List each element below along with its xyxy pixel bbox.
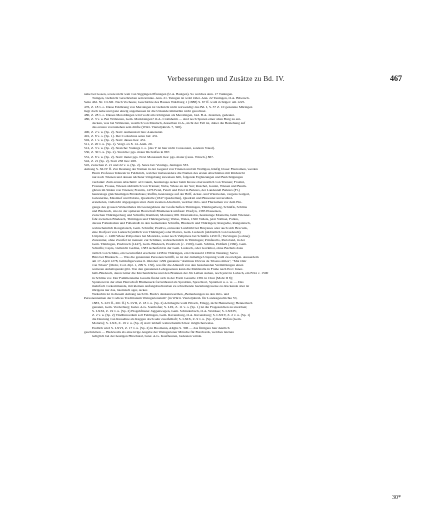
text-line: 476, Z. 18 v. o. Diese Erklärung von Meroingen ist vielleicht nicht notwendig: das Bd. I, S. 37 Z. 10 genannte Märingen [84, 104, 253, 109]
text-line: Z. 2 v. u. (Sp. 2) Vindlinnordum soll Fehlingen, Gem. Ravensburg, O.A. Ravensburg; S. LXXV, Z. 2 v. u. (Sp. 1) [92, 313, 251, 318]
text-line: Zurzentier, ohne Zweifel ist trennen: zur Schmier, wahrscheinlich in Thüringen; Prinfarello, Purtoland, in der [92, 238, 245, 243]
text-line: S. LXXI, Z. 19 v. u. (Sp. 2) Eisgehfinster Jaggenwegen, Gem. Schinderbach, O.A. Waldsee; S. LXXIV, [92, 308, 237, 313]
text-line: in Schlins vor. Der Familienname Gassile findet sich in der Form Gastelle 1381 in Chur (Mohr II 8); [92, 275, 233, 280]
text-line: zwischen Thüringerberg und Schnifis; Rumleid, Montena; 681 Montanislos, heutzutage Monteliu, beim Wienzer- [92, 212, 251, 217]
text-line: Seite 462. Nr. CLXII. Nach Vochezer, Geschichte des Hauses Waldburg 1 (1888) S. 67 ff. wohl richtiger: um 1225. [84, 100, 246, 105]
text-line: Anhang S. XLIV ff. Zur Deutung der Namen in der Gegend von Trienen und im Walligau, häufig bloser Flurnamen, werden [84, 167, 258, 172]
text-line: nur nach Trienen und dessen nächster Umgebung zuweisen hält, folgende Ergänzungen und Berichtigungen [92, 175, 243, 180]
text-line: 490, Z. 2 v. u. (Sp. 2). Statt: Aumenstatt lies: Aunenstatt. [84, 129, 164, 134]
page-number: 467 [390, 74, 402, 83]
text-line: Endlich wird S. LXVI, Z. 17 v. u. (Sp. 2) in Buomann, Alighs S. 306 — das fürtigere hier deutlich [92, 325, 230, 330]
text-line: und Bludesch, also in der späteren Herrschaft Blumeneck umfasst: Plasfyn, 1385 Plasseisen, [92, 208, 222, 213]
text-line: übrigens nur das, lateinisch ager, Acker. [92, 288, 148, 293]
text-line: Molaris); S. LXX, Z. 19 v. u. (Sp. 2) statt: lebhaft wahrscheinlich lies: möglicherweise. [92, 321, 215, 326]
text-line: die Deutung von Rasseline als Raggen doch sehr zweifelhaft; S. LXIX, Z. 9 v. u. (Sp. 2) lies: Hofen (Gem. [92, 317, 242, 322]
text-line: lediglich bei der heutigen Hirschatal, bater. A.G. Kaufbeuren, bedeuten würde. [92, 333, 203, 338]
text-line: decken, was bei Wälsteten, westlich von Maulach, desselben O.A., nicht der Fall ist, daher die Beziehung auf [92, 121, 246, 126]
text-line: 545, zwischen Z. 21 und 22 v. u. (Sp. 2). Setze bei: Vonings, Jeningen 333. [84, 162, 189, 167]
text-line: mehrfach vorkommende, mit kleinen Anfangsbuchstaben zu schreibende beziehungsweise zu druckende aber ist [92, 283, 250, 288]
text-line: ersteholen, vielleicht abgegangen sind. Zum zweiten Abschnitt, welcher Orts- und Flurnamen vor dem Ein- [92, 200, 243, 205]
text-line: heutzutage gleichnamigen Bröderhaus; Ruffin, heutzutage auf der Böff, Acker- und Wiesboden, vergens Galgeri, [92, 192, 250, 197]
text-line: Personennamen der Codices Traditionum Weingartensium" (in Württ. Vierteljahrsh. für Landesgeschichte VI, [84, 296, 238, 301]
text-line: Spratterei in der alten Herrschaft Blumeneck fortwährend als Sprattlen, Sprachtort, Sprattiert u. a. w. — Das [92, 279, 244, 284]
text-line: liegt doch nahe und ganz einzig angemessen ist die Urkunde immerhin nicht gerechnet. [84, 108, 207, 113]
body-text [84, 92, 402, 338]
text-line: das erstere vorzuziehen sein dürfte (Würt. Vierteljahrsh. 7, 320). [92, 125, 183, 130]
text-line: geschrieben — Hudewalts als eine irrige Angabe der Weingartener Mönche für Burchards, welches letztere [84, 329, 235, 334]
text-line: Galesterine, Mastinof und Palotte, Quadrelle (1847 Quadrellen), Quadrati und Blasonier unverständ- [92, 196, 234, 201]
running-head [90, 75, 402, 85]
text-line: wahrscheinlich Rongalatsch, Gem. Schnifis; Pradiva, entweder Lutzbühl bei Bruyanes oder auch sich Bracwik, [92, 225, 248, 230]
text-line: Tuingen, vielleicht verschrieben sein könnte. Ann. 21. Tuingen ist wohl Oder. Ann. 22 Tuningen, O.A. Biberach. [92, 96, 250, 101]
text-line: 480, Z. 3 v. u. Bei Wälsteten, Gem. Markloingen? O.A. Crailsheim — sind noch Spuren einer alten Burg zu ent- [84, 117, 242, 122]
text-line: weiteren Anhaltspunkt gibt. Von den genannten Lehrgesetzen kann die Mahlstalle in Fruhe nach Prov Inner- [92, 267, 244, 272]
text-line: genannt, Gem. Vorderburg; Isaler. A.G. Sonthofen; S. LIX, Z. 11 v. o. (Sp. 1) ist die Fragezeichen zu streichen; [92, 304, 248, 309]
text-line: 480, Z. 28 v. o. Dieses Meroldingen wird wohl am richtigsten als Merolingen, bad. B.A. Jestetten, gedeutet. [84, 112, 235, 117]
text-line: daraus Falleshalten und Falleshalb in den Gemeinden Schnifis, Bludesch und Thüringen; Rongadie, Rungalatsch, [92, 221, 251, 226]
text-line: eine Dorfpart von Ludesch (südlich von Thüringen) oder Pianva, Gem. Ludesch (südöstlich von Ludesch); [92, 229, 242, 234]
text-line: Uzipiter, c. 1400 Wiese Pollpoltera bei Montiola, sonst noch Vulipitere bei Schnifis 1459 ff.; Turvingen (a ohne); [92, 233, 251, 238]
page-title: Verbesserungen und Zusätze zu Bd. IV. [167, 75, 285, 83]
text-line: gange des grossen Walserthales im Grenzgebiete der Grafschaften Thüringen, Thüringerberg, Schnifis, Schlins [92, 204, 247, 209]
text-line: 502, Z. 1 v. u. (Sp. 2). Statt: dieses lies: 431. [84, 137, 147, 142]
text-line: nahe bei Gosen, sowie nicht weit von Siggingen Pflanzgen (U.A. Basigen). So welches Ann. 17 Tuningen. [84, 92, 234, 96]
text-line: verdankt: Zum ersten Abschnitt: ad Cruum, heutzutage Acker beim Krone oberwestlich von Trienen; Fraxini, [92, 179, 245, 184]
text-line: Frasnen, Frouse, Wiesen südöstlich von Trienen; Nabe, Wiese an der Sur; Ruschel, Gaulet, Wiesen und Baum- [92, 183, 247, 188]
signature-mark: 30* [392, 495, 401, 501]
text-line: 491, Z. 8 v. o. (Sp. 1). Der Codswinus setze bei: 431. [84, 133, 159, 138]
text-line: von Trisen" (Mohr, Cod. dipl. 1, 299 S. 150), was für die Abkunft von den bestehenden Vermittlungen einen [92, 263, 244, 268]
text-line: Herrn Professor Künzeir in Feldkirch, welcher insbesondere die Namen des ersten Abschnittes mit Rücksicht [92, 171, 245, 176]
text-line: 531, Z. 8 v. u. (Sp. 2). Statt: maier pgs. Novi Monasterii lies: pgs. maier (reste. Wirsch.) 867. [84, 154, 214, 159]
text-line: 511, Z. 20 v. u. (Sp. 1). Vergl. ox 8. 14. Anm. 20. [84, 142, 153, 147]
text-line: 530, Z. 30 v. u. (Sp. 2). Streiche: pgs. maier Richolfus in 867. [84, 150, 171, 155]
text-line: 542, Z. 21 (Sp. 2). Statt 238 lies: 268. [84, 158, 137, 163]
text-line: 512, Z. 3 v. u. (Sp. 2). Streiche: Vonings v. o. (das Y ist hier nicht Consonant, sondern Vokal). [84, 146, 215, 151]
text-line: östlich von Schlins, ein Gewindfeld erscheint 1438 in Thüringen, ein Chranzeld 1399 in Nenzing; Serva [92, 250, 238, 255]
text-line: Bürs bei Bludesch. — Was die genannten Personen betrifft, so ist der damalige Ursprung wohl zu erwägen. Ausserdem [92, 254, 259, 259]
text-line: Gem. Thüringen, Pradörsch (1447), Gem. Bludesch, Pradörsch (c. 1500), Gem. Schlins, Pidiferh (1360), Gem. [92, 242, 247, 247]
text-line: 1883, S. 223 ff., 261 ff.) S. LVII, Z. 18 v. u. (Sp. 2) Achthegile wohl Eibach, Eilegg, nicht Henneberg; Hennetbach [92, 300, 253, 305]
text-line: am 17. April 1278, beiläufigerweise 6. Oktober 1299 genannte "dominus Ulricus de Trisano miles", "Mat Ozir [92, 258, 247, 263]
text-line: Weiterhin ist in diesem Anhang nach Dr. Buck's dankenswerthen „Bemerkungen zu den Orts- und [92, 292, 230, 297]
text-line: fahr zwischen Bludesch, Thüringen und Thüringerberg; Walse, Wales, 1560 Valleis, jetzt Valliset, Fallen, [92, 217, 239, 222]
text-line: halb-Bludesch, deren Güter die Kirchenbrücke und den Brunnen der Jm Leiben stehen, noch jetzt in Lubach, ein Fritz c. 1500 [92, 271, 269, 276]
text-line: gärten im Süden von Trienen; Frentin, 1476 Fetel, Fetelt und Ertel in Balzers, der Landesteil Balzers (Fl.) [92, 187, 240, 192]
text-line: Schnifis; Capia, vielleicht Gadina, 1383 Acherfeld in der Gem. Ludesch, oder Gavinhor, ohne Bachuls dazu [92, 246, 243, 251]
